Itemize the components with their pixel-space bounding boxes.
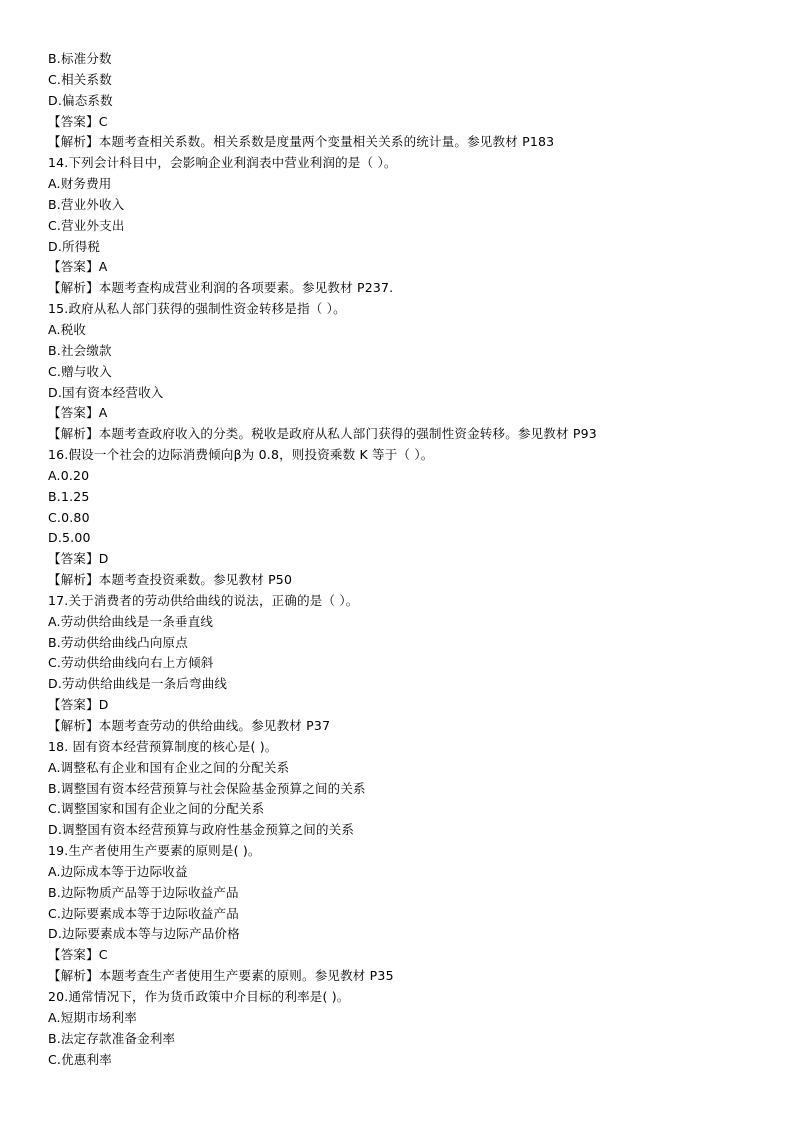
- question-14: 14.下列会计科目中，会影响企业利润表中营业利润的是（ ）。: [48, 155, 397, 171]
- option-19-b: B.边际物质产品等于边际收益产品: [48, 884, 239, 900]
- question-16: 16.假设一个社会的边际消费倾向β为 0.8，则投资乘数 K 等于（ ）。: [48, 447, 434, 463]
- question-17: 17.关于消费者的劳动供给曲线的说法，正确的是（ ）。: [48, 592, 359, 608]
- explanation-19: 【解析】本题考查生产者使用生产要素的原则。参见教材 P35: [48, 968, 394, 984]
- option-20-b: B.法定存款准备金利率: [48, 1030, 176, 1046]
- explanation-16: 【解析】本题考查投资乘数。参见教材 P50: [48, 572, 293, 588]
- option-14-d: D.所得税: [48, 238, 101, 254]
- option-16-a: A.0.20: [48, 467, 90, 483]
- answer-17: 【答案】D: [48, 697, 109, 713]
- explanation-17: 【解析】本题考查劳动的供给曲线。参见教材 P37: [48, 718, 331, 733]
- option-18-b: B.调整国有资本经营预算与社会保险基金预算之间的关系: [48, 780, 366, 796]
- option-13-b: B.标准分数: [48, 51, 112, 66]
- question-18: 18. 固有资本经营预算制度的核心是( )。: [48, 738, 278, 754]
- option-13-d: D.偏态系数: [48, 92, 113, 108]
- document-page: [48, 49, 768, 1070]
- option-17-a: A.劳动供给曲线是一条垂直线: [48, 613, 214, 629]
- option-15-a: A.税收: [48, 321, 87, 337]
- option-19-d: D.边际要素成本等与边际产品价格: [48, 926, 240, 942]
- answer-13: 【答案】C: [48, 113, 108, 129]
- option-15-b: B.社会缴款: [48, 342, 112, 358]
- option-15-c: C.赠与收入: [48, 363, 112, 379]
- answer-15: 【答案】A: [48, 405, 108, 421]
- option-16-c: C.0.80: [48, 509, 90, 525]
- question-20: 20.通常情况下，作为货币政策中介目标的利率是( )。: [48, 988, 350, 1004]
- answer-14: 【答案】A: [48, 259, 108, 275]
- explanation-13: 【解析】本题考查相关系数。相关系数是度量两个变量相关关系的统计量。参见教材 P183: [48, 134, 555, 150]
- answer-16: 【答案】D: [48, 551, 109, 567]
- option-18-d: D.调整国有资本经营预算与政府性基金预算之间的关系: [48, 822, 355, 838]
- option-13-c: C.相关系数: [48, 71, 112, 87]
- option-16-d: D.5.00: [48, 530, 91, 546]
- option-18-a: A.调整私有企业和国有企业之间的分配关系: [48, 759, 290, 775]
- answer-19: 【答案】C: [48, 947, 108, 963]
- explanation-14: 【解析】本题考查构成营业利润的各项要素。参见教材 P237.: [48, 280, 394, 296]
- option-19-c: C.边际要素成本等于边际收益产品: [48, 905, 239, 921]
- option-14-a: A.财务费用: [48, 176, 112, 192]
- option-14-b: B.营业外收入: [48, 196, 125, 212]
- option-17-d: D.劳动供给曲线是一条后弯曲线: [48, 676, 228, 692]
- option-16-b: B.1.25: [48, 488, 90, 504]
- option-17-c: C.劳动供给曲线向右上方倾斜: [48, 655, 214, 671]
- explanation-15: 【解析】本题考查政府收入的分类。税收是政府从私人部门获得的强制性资金转移。参见教材 P93: [48, 426, 597, 442]
- option-17-b: B.劳动供给曲线凸向原点: [48, 634, 188, 650]
- option-18-c: C.调整国家和国有企业之间的分配关系: [48, 801, 265, 817]
- question-19: 19.生产者使用生产要素的原则是( )。: [48, 843, 261, 859]
- option-19-a: A.边际成本等于边际收益: [48, 863, 188, 879]
- option-15-d: D.国有资本经营收入: [48, 384, 164, 400]
- question-15: 15.政府从私人部门获得的强制性资金转移是指（ ）。: [48, 301, 346, 317]
- option-14-c: C.营业外支出: [48, 217, 125, 233]
- option-20-a: A.短期市场利率: [48, 1009, 137, 1025]
- option-20-c: C.优惠利率: [48, 1051, 112, 1067]
